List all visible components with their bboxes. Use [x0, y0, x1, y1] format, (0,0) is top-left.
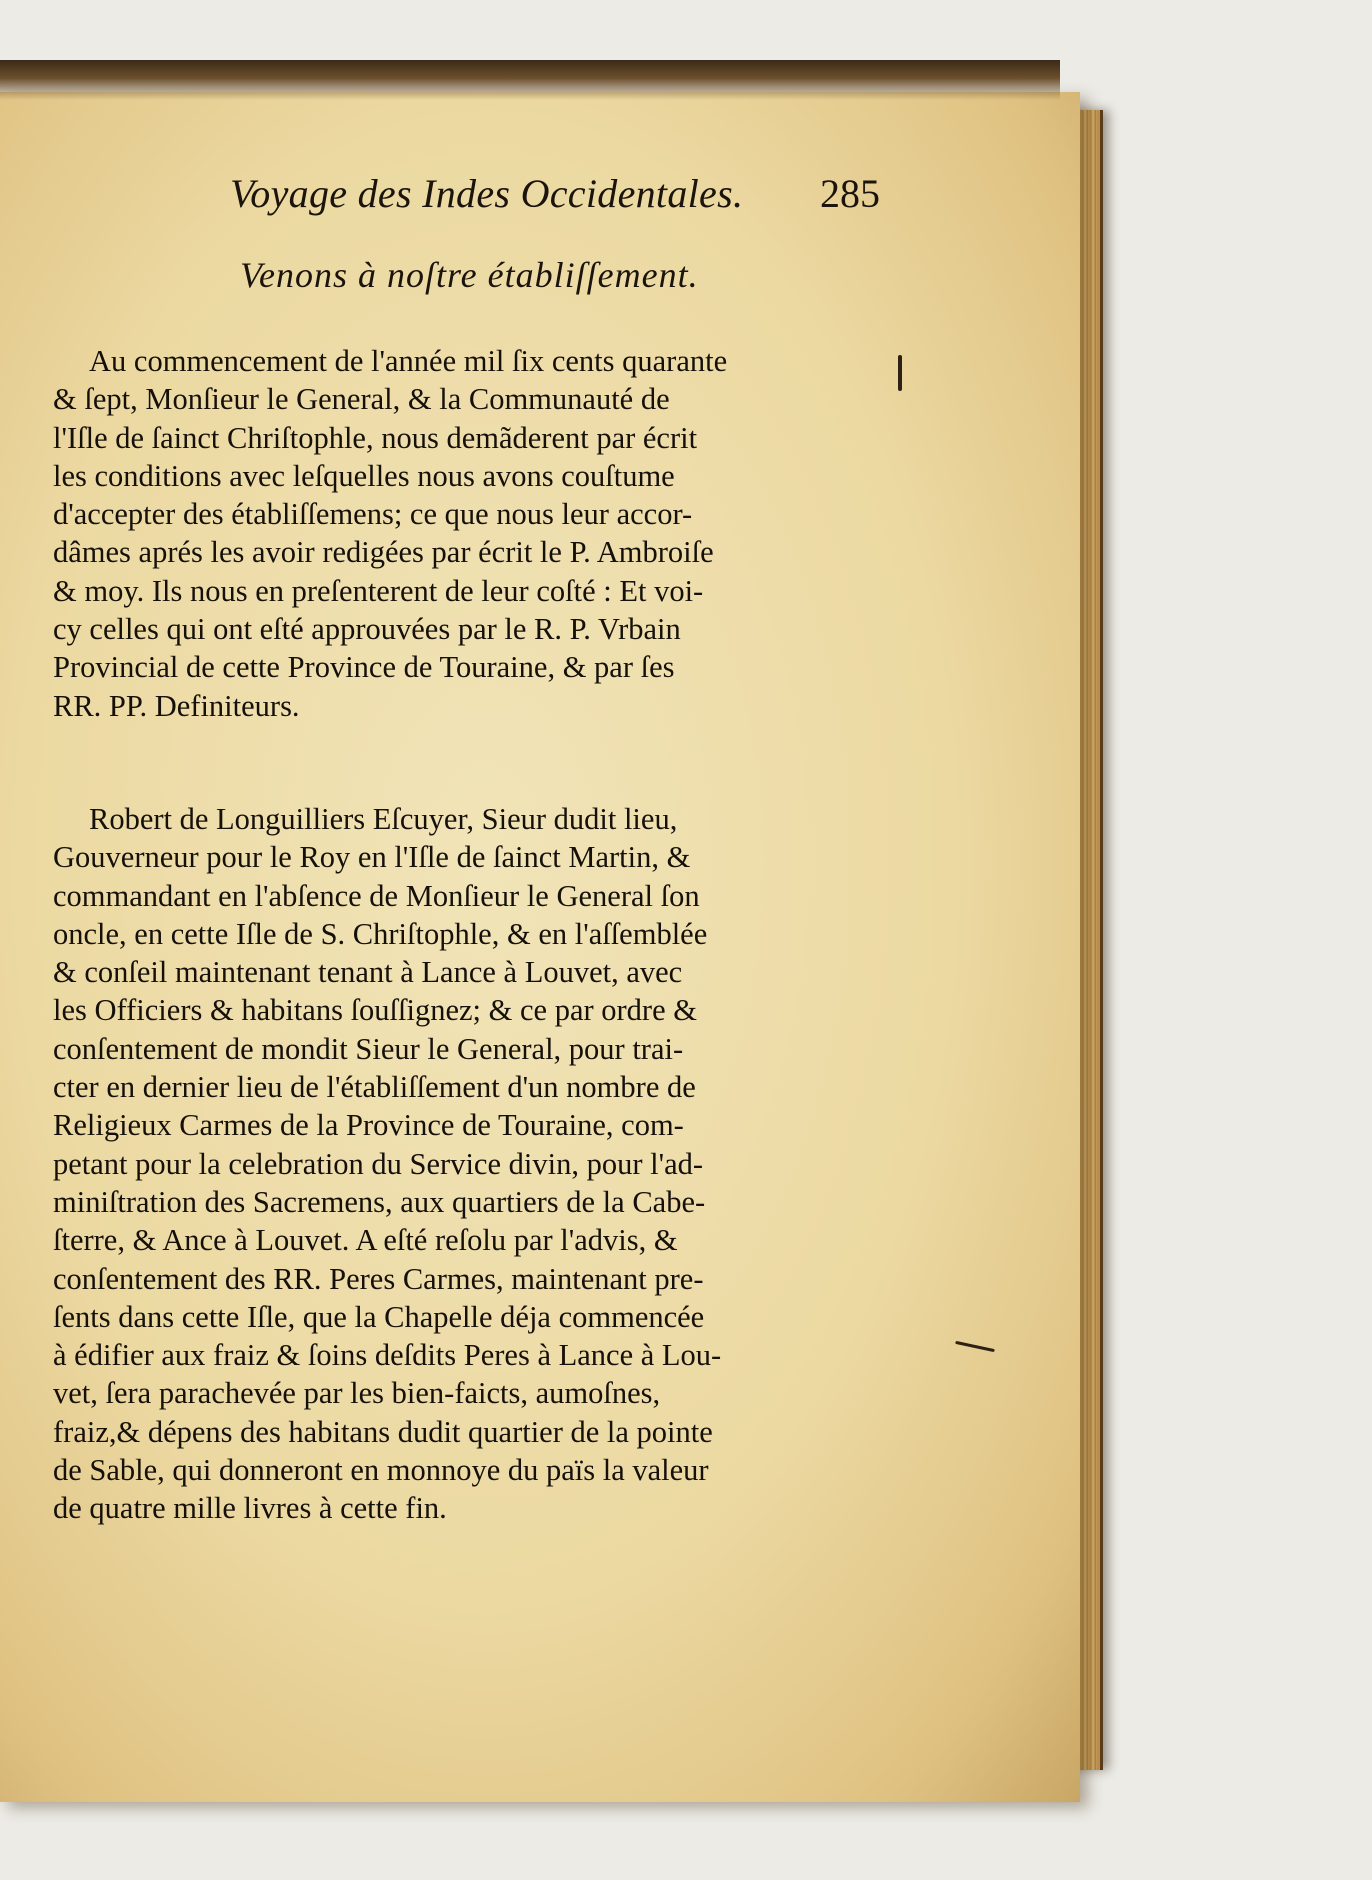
text-line: les Officiers & habitans ſouſſignez; & ce par ordre & — [53, 993, 697, 1028]
text-line: oncle, en cette Iſle de S. Chriſtophle, & en l'aſſemblée — [53, 916, 708, 951]
section-heading: Venons à noſtre établiſſement. — [240, 255, 699, 295]
text-line: ſterre, & Ance à Louvet. A eſté reſolu par l'advis, & — [53, 1223, 678, 1258]
text-line: vet, ſera parachevée par les bien-faicts, aumoſnes, — [53, 1376, 661, 1411]
page-number: 285 — [820, 171, 880, 216]
paragraph-1 — [53, 342, 868, 725]
text-line: Gouverneur pour le Roy en l'Iſle de ſainct Martin, & — [53, 840, 691, 875]
text-line: conſentement des RR. Peres Carmes, maintenant pre- — [53, 1261, 704, 1296]
text-line: fraiz,& dépens des habitans dudit quartier de la pointe — [53, 1414, 713, 1449]
text-line: Au commencement de l'année mil ſix cents quarante — [89, 344, 728, 378]
text-line: de quatre mille livres à cette fin. — [53, 1491, 447, 1526]
text-line: ſents dans cette Iſle, que la Chapelle déja commencée — [53, 1299, 705, 1334]
paragraph-2 — [53, 800, 868, 1528]
text-line: & ſept, Monſieur le General, & la Communauté de — [53, 382, 670, 417]
text-line: commandant en l'abſence de Monſieur le General ſon — [53, 878, 700, 913]
binding-shadow — [0, 60, 1060, 100]
text-line: petant pour la celebration du Service divin, pour l'ad- — [53, 1146, 704, 1181]
margin-mark — [898, 355, 902, 391]
text-line: & conſeil maintenant tenant à Lance à Louvet, avec — [53, 955, 683, 990]
page-header — [230, 170, 880, 220]
text-line: de Sable, qui donneront en monnoye du païs la valeur — [53, 1453, 709, 1488]
text-line: dâmes aprés les avoir redigées par écrit le P. Ambroiſe — [53, 535, 714, 570]
text-line: Provincial de cette Province de Touraine, & par ſes — [53, 650, 675, 685]
text-line: miniſtration des Sacremens, aux quartiers de la Cabe- — [53, 1184, 706, 1219]
text-line: d'accepter des établiſſemens; ce que nous leur accor- — [53, 497, 693, 532]
text-line: Robert de Longuilliers Eſcuyer, Sieur dudit lieu, — [89, 802, 678, 836]
text-line: & moy. Ils nous en preſenterent de leur coſté : Et voi- — [53, 573, 704, 608]
text-line: cy celles qui ont eſté approuvées par le R. P. Vrbain — [53, 612, 681, 647]
text-line: cter en dernier lieu de l'établiſſement d'un nombre de — [53, 1070, 696, 1105]
text-line: conſentement de mondit Sieur le General, pour trai- — [53, 1031, 684, 1066]
running-title: Voyage des Indes Occidentales. — [230, 171, 744, 216]
text-line: à édifier aux fraiz & ſoins deſdits Peres à Lance à Lou- — [53, 1338, 722, 1373]
text-line: Religieux Carmes de la Province de Touraine, com- — [53, 1108, 684, 1143]
text-line: RR. PP. Definiteurs. — [53, 688, 300, 723]
text-line: l'Iſle de ſainct Chriſtophle, nous demãderent par écrit — [53, 420, 698, 455]
text-line: les conditions avec leſquelles nous avons couſtume — [53, 458, 675, 493]
